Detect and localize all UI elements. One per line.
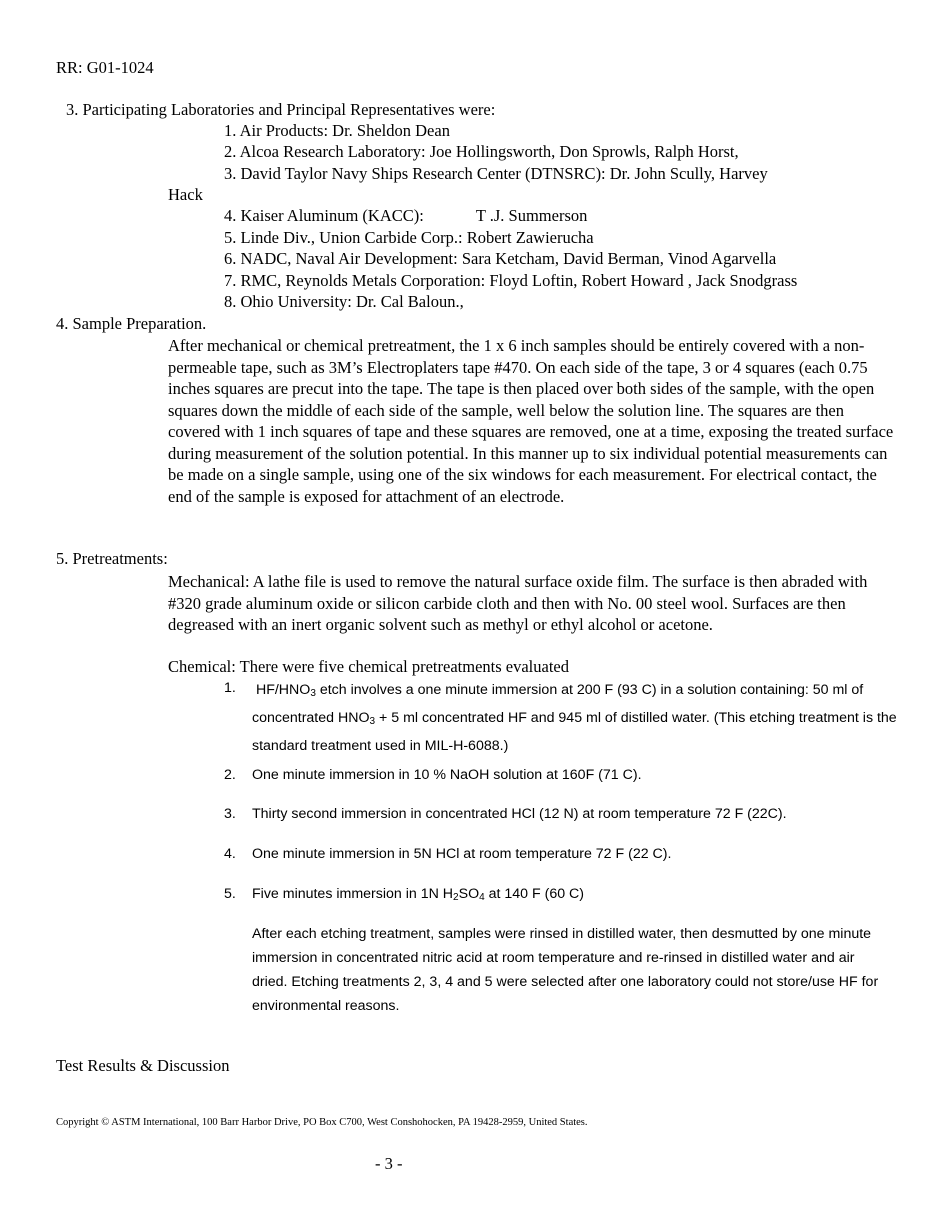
lab-representative: T .J. Summerson [475,206,588,225]
treatment-item: One minute immersion in 10 % NaOH solution at 160F (71 C). [252,767,642,783]
lab-item: 1. Air Products: Dr. Sheldon Dean [224,121,450,140]
etching-after-note: After each etching treatment, samples were rinsed in distilled water, then desmutted by one minute immersion in concentrated nitric acid at room temperature and re-rinsed in distilled water and air dried. Etching treatments 2, 3, 4 and 5 were selected after one laboratory could not store/use HF for environmental reasons. [252,926,879,1014]
lab-item-continuation: Hack [168,185,203,204]
sample-preparation-paragraph: After mechanical or chemical pretreatment, the 1 x 6 inch samples should be entirely covered with a non-permeable tape, such as 3M’s Electroplaters tape #470. On each side of the tape, 3 or 4 squares (each 0.75 inches squares are precut into the tape. The tape is then placed over both sides of the sample, with the open squares down the middle of each side of the sample, well below the solution line. The squares are then covered with 1 inch squares of tape and these squares are removed, one at a time, exposing the treated surface during measurement of the solution potential. In this manner up to six individual potential measurements can be made on a single sample, using one of the six windows for each measurement. For electrical contact, the end of the sample is exposed for attachment of an electrode. [168,336,894,506]
lab-item: 2. Alcoa Research Laboratory: Joe Hollingsworth, Don Sprowls, Ralph Horst, [224,142,739,161]
treatment-number: 2. [224,767,236,783]
treatment-number: 5. [224,886,236,902]
copyright-notice: Copyright © ASTM International, 100 Barr Harbor Drive, PO Box C700, West Conshohocken, PA 19428-2959, United States. [56,1117,588,1128]
lab-item: 8. Ohio University: Dr. Cal Baloun., [224,292,464,311]
treatment-number: 4. [224,846,236,862]
mechanical-pretreatment-paragraph: Mechanical: A lathe file is used to remove the natural surface oxide film. The surface is then abraded with #320 grade aluminum oxide or silicon carbide cloth and then with No. 00 steel wool. Surfaces are then degreased with an inert organic solvent such as methyl or ethyl alcohol or acetone. [168,572,868,634]
lab-item: 5. Linde Div., Union Carbide Corp.: Robert Zawierucha [224,228,594,247]
section-3-heading: 3. Participating Laboratories and Principal Representatives were: [66,100,496,119]
treatment-number: 1. [224,680,236,696]
lab-item: 7. RMC, Reynolds Metals Corporation: Floyd Loftin, Robert Howard , Jack Snodgrass [224,271,798,290]
treatment-item: Thirty second immersion in concentrated HCl (12 N) at room temperature 72 F (22C). [252,806,787,822]
lab-name: 4. Kaiser Aluminum (KACC): [224,206,424,225]
page-number: - 3 - [375,1154,403,1173]
treatment-item: $HF/HNO_3$ etch involves a one minute immersion at 200 F (93 C) in a solution containing: 50 ml of concentrated $HNO_3 + 5$ ml concentrated HF and 945 ml of distilled water. (This etching treatment is the standard treatment used in MIL-H-6088.) [252,682,897,754]
treatment-item: Five minutes immersion in 1N $H_2SO_4$ at 140 F (60 C) [252,886,585,903]
document-reference: RR: G01-1024 [56,58,154,77]
treatment-number: 3. [224,806,236,822]
lab-item: 6. NADC, Naval Air Development: Sara Ketcham, David Berman, Vinod Agarvella [224,249,777,268]
lab-item: 3. David Taylor Navy Ships Research Center (DTNSRC): Dr. John Scully, Harvey [224,164,768,183]
treatment-item: One minute immersion in 5N HCl at room temperature 72 F (22 C). [252,846,672,862]
test-results-heading: Test Results & Discussion [56,1056,230,1075]
lab-item [224,206,587,226]
chemical-pretreatment-intro: Chemical: There were five chemical pretreatments evaluated [168,657,569,676]
section-5-heading: 5. Pretreatments: [56,549,168,568]
section-4-heading: 4. Sample Preparation. [56,314,207,333]
